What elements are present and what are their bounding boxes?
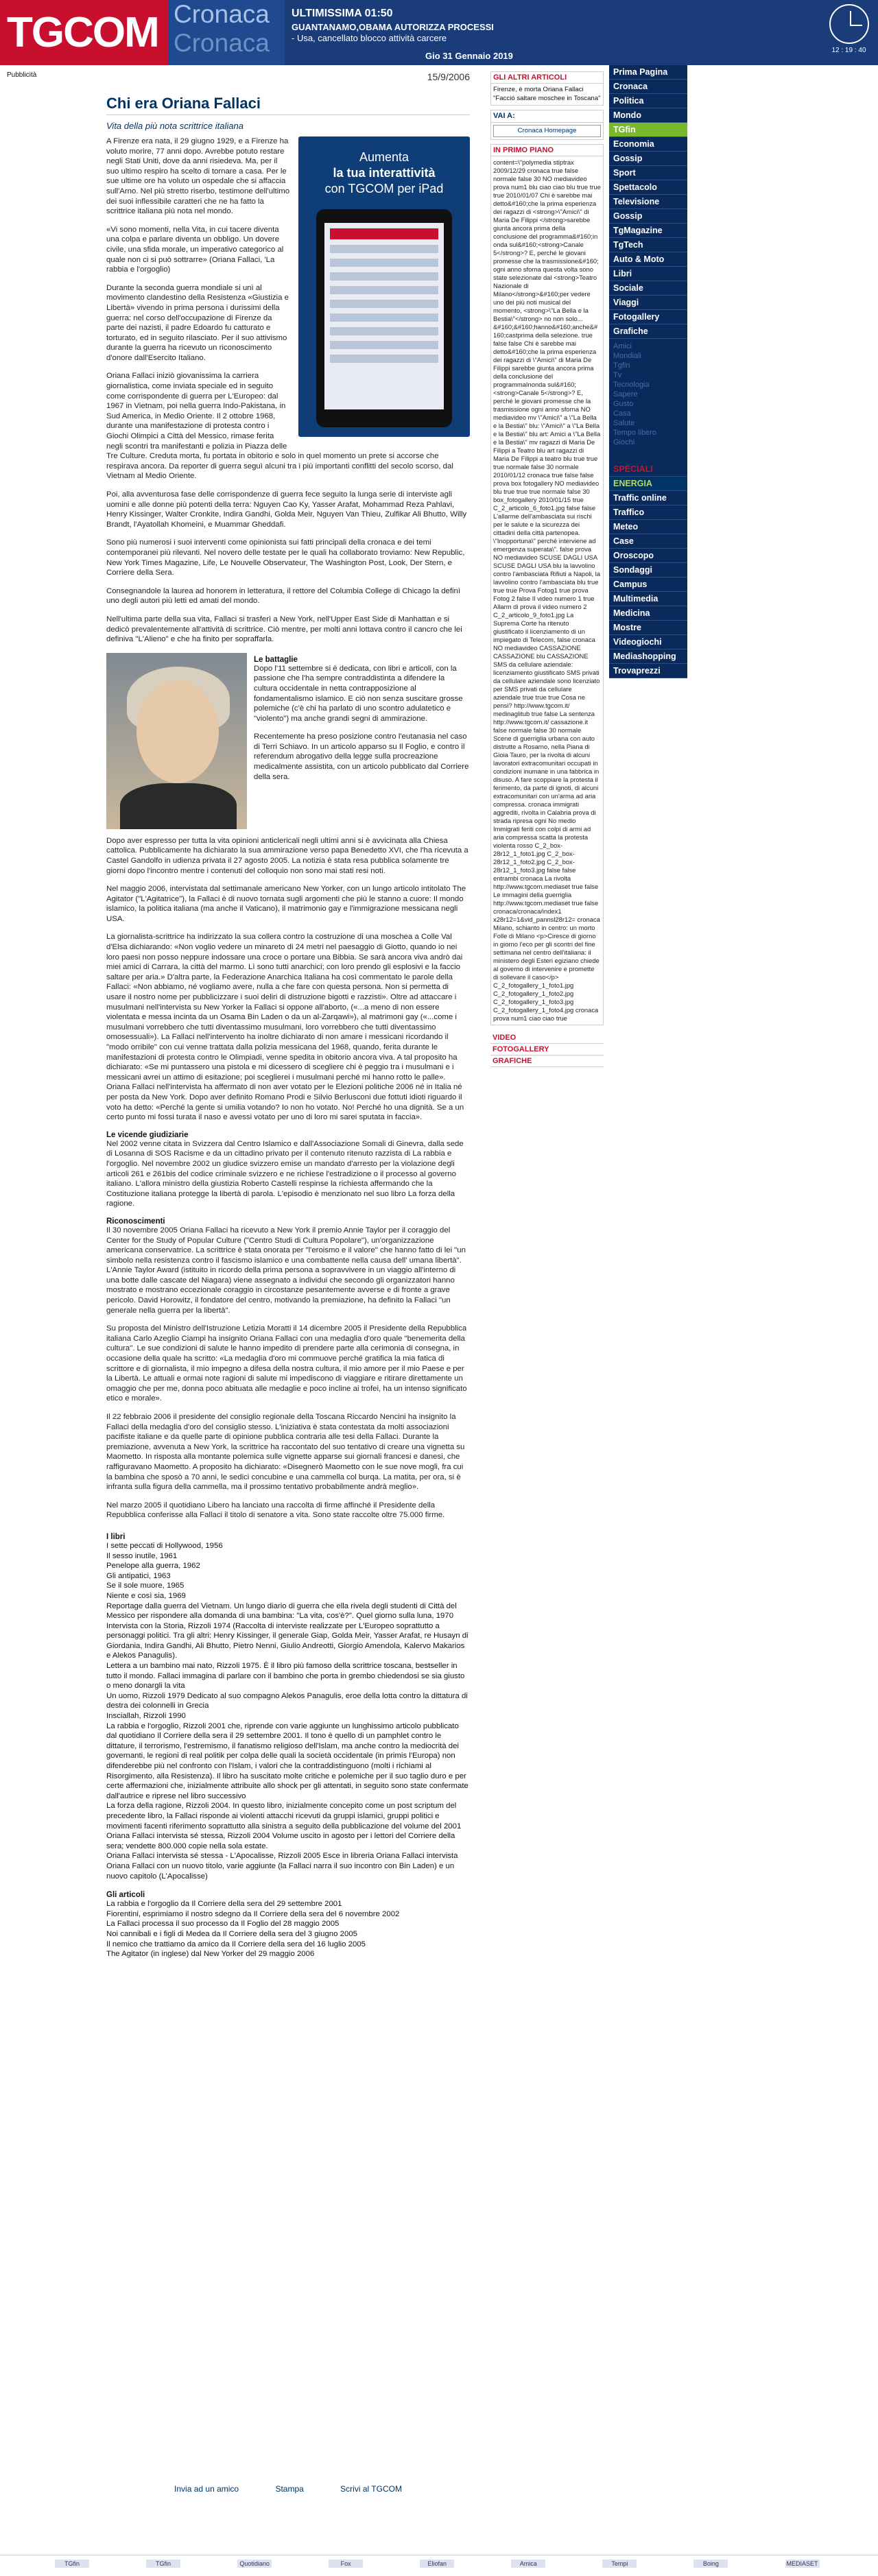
nav-item-sport[interactable]: Sport [609,166,687,180]
nav-sub-item[interactable]: Mondiali [613,352,641,360]
partner-logo[interactable]: Fox [329,2560,363,2568]
nav-sub-item[interactable]: Tgfin [613,361,630,370]
nav-sub-item[interactable]: Giochi [613,438,635,446]
in-primo-piano-box [490,144,604,1025]
nav-item-tgtech[interactable]: TgTech [609,238,687,252]
book-item: Niente e così sia, 1969 [106,1591,186,1600]
article-footer [106,2484,470,2494]
nav-sub-item[interactable]: Tv [613,371,622,379]
write-to-tgcom-link[interactable]: Scrivi al TGCOM [340,2484,402,2494]
other-articles-title: GLI ALTRI ARTICOLI [491,72,603,84]
ticker-headline[interactable]: GUANTANAMO,OBAMA AUTORIZZA PROCESSI [292,22,494,32]
fallaci-photo [106,653,247,829]
article-link[interactable]: Il nemico che trattiamo da amico da Il Corriere della sera del 16 luglio 2005 [106,1940,366,1948]
paragraph: Sono più numerosi i suoi interventi come opinionista sui fatti principali della cronaca e dei temi contemporanei più rilevanti. Nel novero delle testate per le quali ha collaborato troviamo: New Republic, New York Times Magazine, Life, Le Nouvelle Observateur, The Washington Post, Look, Der Stern, e Corriere della Sera. [106,538,465,577]
clock-time: 12 : 19 : 40 [831,47,866,54]
riconoscimenti-title: Riconoscimenti [106,1217,165,1226]
nav-item-tgmagazine[interactable]: TgMagazine [609,224,687,238]
nav-item-gossip[interactable]: Gossip [609,152,687,166]
nav-sub-item[interactable]: Tecnologia [613,381,650,389]
partner-logo[interactable]: TGfin [146,2560,180,2568]
nav-item-mondo[interactable]: Mondo [609,108,687,123]
section-title [168,0,285,65]
fotogallery-link[interactable]: FOTOGALLERY [490,1044,604,1056]
partner-logo[interactable]: Amica [511,2560,545,2568]
nav-item-medicina[interactable]: Medicina [609,606,687,621]
header [0,0,878,65]
partner-logo[interactable]: Boing [693,2560,728,2568]
cronaca-homepage-link[interactable]: Cronaca Homepage [493,125,601,137]
ipad-promo-banner[interactable] [298,136,470,437]
book-item: Oriana Fallaci intervista sé stessa, Rizzoli 2004 Volume uscito in agosto per i lettori del Corriere della sera; vendette 800.000 copie nella sola estate. [106,1832,455,1850]
book-item: Il sesso inutile, 1961 [106,1551,178,1560]
book-item: Gli antipatici, 1963 [106,1571,171,1580]
books-section [106,1533,470,1959]
book-item: Penelope alla guerra, 1962 [106,1562,200,1571]
paragraph: Consegnandole la laurea ad honorem in letteratura, il rettore del Columbia College di Chicago la definì uno degli autori più letti ed amati del mondo. [106,586,461,606]
partner-logo[interactable]: Eliofan [420,2560,454,2568]
books-title: I libri [106,1532,126,1541]
other-article-link[interactable]: "Facció saltare moschee in Toscana" [493,94,601,102]
nav-sub-item[interactable]: Sapere [613,390,638,398]
nav-item-televisione[interactable]: Televisione [609,195,687,209]
ipad-promo-line2: la tua interattività [333,166,436,180]
header-date: Gio 31 Gennaio 2019 [425,51,513,61]
nav-item-viaggi[interactable]: Viaggi [609,296,687,310]
nav-sub-item[interactable]: Gusto [613,400,634,408]
ticker-title: ULTIMISSIMA 01:50 [292,8,393,19]
book-item: Lettera a un bambino mai nato, Rizzoli 1975. È il libro più famoso della scrittrice toscana, bestseller in tutto il mondo. Fallaci immagina di parlare con il bambino che porta in grembo chiedendosi se sia giusto o meno donargli la vita [106,1662,465,1691]
ipad-icon [316,209,452,427]
nav-item-mostre[interactable]: Mostre [609,621,687,635]
battaglie-section [106,653,470,829]
in-primo-piano-text: content=\"polymedia stiptrax 2009/12/29 cronaca true false normale false 30 NO mediavideo prova num1 blu ciao ciao blu true true true 2010/01/07 Chi è sarebbe mai detto&#160;che la prima esperienza dei ragazzi di <strong>\"Amici\" di Maria De Filippi </strong>sarebbe giunta ancora prima della conclusione del programma&#160;in onda sul&#160;<strong>Canale 5</strong>? E, perché le giovani promesse che la trasmissione&#160; ogni anno sforna questa volta sono state selezionate dal <strong>Teatro Nazionale di Milano</strong>&#160;per vedere uno dei più noti musical del momento, <strong>\"La Bella e la Bestia\"</strong> no non solo... &#160;&#160;hanno&#160;anche&#160;castprima della selezione. true false false Chi è sarebbe mai detto&#160;che la prima esperienza dei ragazzi di \"Amici\" di Maria De Filippi sarebbe giunta ancora prima della conclusione del programmaInonda sul&#160;<strong>Canale 5</strong>? E, perché le giovani promesse che la trasmissione ogni anno sforna NO mediavideo mv \"Amici\" a \"La Bella e la Bestia\" blu: \"Amici\" a \"La Bella e la Bestia\" blu art: Amici a \"La Bella e la Bestia\" mv ragazzi di Maria De Filippi a Teatro blu art ragazzi di Maria De Filippi a teatro blu true true true normale false 30 normale 2010/01/12 cronaca true false false prova box fotogallery NO mediavideo blu true true true normale false 30 box_fotogallery 2010/01/15 true C_2_articolo_6_foto1.jpg false false L'allarme dell'ambasciata sui rischi per le salute e la sicurezza dei cittadini della città partenopea. \"Inopportuna\" perché interviene ad emergenza superata\". false prova NO mediavideo SCUSE DAGLI USA SCUSE DAGLI USA blu la lavvolino contro l'ambasciata Rifiuti a Napoli, la lavvolino contro l'ambasciata blu true true true Prova Fotog1 true prova Fotog 2 false Il video numero 1 true Allarm di prova il video numero 2 C_2_articolo_9_foto1.jpg La Suprema Corte ha ritenuto giustificato il licenziamento di un impiegato di Telecom, false cronaca NO mediavideo CASSAZIONE CASSAZIONE blu CASSAZIONE SMS da cellulare aziendale: licenziamento giustificato SMS privati da cellulare aziendale sono licenziato per SMS privati da cellulare aziendale true true true Cosa ne pensi? http://www.tgcom.it/ medinaglitub true false La sentenza http://www.tgcom.it/ cassazione.it false normale false 30 normale Scene di guerriglia urbana con auto distrutte a Rosarno, nella Piana di Gioia Tauro, per la rivolta di alcuni lavoratori extracomunitari occupati in condizioni inumane in una fabbrica in disuso. A fare scoppiare la protesta il ferimento, da parte di ignoti, di alcuni extracomunitari con un'arma ad aria compressa. cronaca immigrati aggrediti, rivolta in Calabria prova di strada ripresa ogni No medio Immigrati feriti con colpi di armi ad aria compressa scatta la protesta violenta rosso C_2_box-28r12_1_foto1.jpg C_2_box-28r12_1_foto2.jpg C_2_box-28r12_1_foto3.jpg false false entrambi cronaca La rivolta http://www.tgcom.mediaset true false Le immagini della guerriglia http://www.tgcom.mediaset true false cronaca/cronaca/index1 x28r12=1&vid_pannsl28r12= cronaca Milano, schianto in centro: un morto Folle di Milano <p>Ciresce di giorno in giorno l'eco per gli scontri del fine settimana nel centro dell'italiana: il ministero degli Esteri egiziano chiede al governo di intervenire e promette di sollevare il caso</p> C_2_fotogallery_1_foto1.jpg C_2_fotogallery_1_foto2.jpg C_2_fotogallery_1_foto3.jpg C_2_fotogallery_1_foto4.jpg cronaca prova num1 ciao ciao true [493,158,601,1023]
book-item: Un uomo, Rizzoli 1979 Dedicato al suo compagno Alekos Panagulis, eroe della lotta contro la dittatura di destra dei colonnelli in Grecia [106,1691,468,1710]
nav-sub-item[interactable]: Tempo libero [613,429,656,437]
article-link[interactable]: The Agitator (in inglese) dal New Yorker del 29 maggio 2006 [106,1950,315,1959]
nav-item-multimedia[interactable]: Multimedia [609,592,687,606]
clock-widget [823,4,875,62]
partner-logo[interactable]: MEDIASET [786,2560,818,2567]
nav-item-cronaca[interactable]: Cronaca [609,80,687,94]
paragraph: Nel marzo 2005 il quotidiano Libero ha lanciato una raccolta di firme affinché il Presidente della Repubblica conferisse alla Fallaci il titolo di senatore a vita. Sono state raccolte oltre 75.000 firme. [106,1501,445,1520]
paragraph: Oriana Fallaci iniziò giovanissima la carriera giornalistica, come inviata speciale ed in seguito come corrispondente di guerra per L'Europeo: dal 1967 in Vietnam, poi nella guerra Indo-Pakistana, in Sud America, in Medio Oriente. Il 2 ottobre 1968, durante una manifestazione di protesta contro i Giochi Olimpici a Città del Messico, rimase ferita negli scontri tra manifestanti e polizia in Piazza delle Tre Culture. Creduta morta, fu portata in obitorio e solo in quel momento un prete si accorse che respirava ancora. Da reporter di guerra seguì alcuni tra i più importanti conflitti del secolo scorso, dal Vietnam al Medio Oriente. [106,372,453,481]
nav-item-case[interactable]: Case [609,534,687,549]
send-to-friend-link[interactable]: Invia ad un amico [174,2484,239,2494]
article-link[interactable]: La rabbia e l'orgoglio da Il Corriere della sera del 29 settembre 2001 [106,1900,342,1909]
paragraph: Nell'ultima parte della sua vita, Fallaci si trasferì a New York, nell'Upper East Side di Manhattan e si dedicò prevalentemente all'attività di scrittrice. Ciò mentre, per molti anni lottava contro il cancro che lei definiva "L'Alieno" e che ha finito per sopraffarla. [106,615,462,644]
in-primo-piano-title: IN PRIMO PIANO [491,145,603,156]
paragraph: Dopo aver espresso per tutta la vita opinioni anticlericali negli ultimi anni si è avvicinata alla Chiesa cattolica. Pubblicamente ha dichiarato la sua ammirazione verso papa Benedetto XVI, che l'ha ricevuta a Castel Gandolfo in udienza privata il 27 agosto 2005. La notizia è stata resa pubblica solamente tre giorni dopo l'incontro mentre i contenuti del colloquio non sono mai stati resi noti. [106,836,468,875]
paragraph: Il 30 novembre 2005 Oriana Fallaci ha ricevuto a New York il premio Annie Taylor per il coraggio del Center for the Study of Popular Culture ("Centro Studi di Cultura Popolare"), un'organizzazione americana conservatrice. La scrittrice è stata onorata per "l'eroismo e il valore" che hanno fatto di lei "un simbolo nella resistenza contro il fascismo islamico e una combattente nella causa dell' umana libertà". L'Annie Taylor Award (istituito in ricordo della prima persona a sopravvivere in un viaggio all'interno di una botte dalle cascate del Niagara) viene assegnato a individui che secondo gli organizzatori hanno mostrato e mostrano eccezionale coraggio in circostanze pesantemente avverse e di fronte a grave pericolo. David Horowitz, il fondatore del centro, motivando la premiazione, ha definito la Fallaci "un generale nella guerra per la libertà". [106,1226,466,1315]
other-article-link[interactable]: Firenze, è morta Oriana Fallaci [493,86,584,94]
section-label-echo: Cronaca [174,29,270,57]
paragraph: A Firenze era nata, il 29 giugno 1929, e a Firenze ha voluto morire, 77 anni dopo. Avrebbe potuto restare negli Stati Uniti, dove da anni risiedeva. Ma, per il suo ultimo respiro ha scelto di tornare a casa. Per le sue ultime ore ha voluto un ospedale che si affaccia sull'Arno. Nel più stretto riserbo, testimone dell'ultimo dei suoi inflessibile caratteri che ne ha fatto la scrittrice italiana più nota nel mondo. [106,137,290,216]
book-item: La forza della ragione, Rizzoli 2004. In questo libro, inizialmente concepito come un post scriptum del precedente libro, la Fallaci risponde ai violenti attacchi ricevuti da gruppi islamici, gruppi politici e movimenti facenti riferimento soprattutto alla sinistra a seguito della pubblicazione del volume del 2001 [106,1802,462,1830]
article-link[interactable]: Noi cannibali e i figli di Medea da Il Corriere della sera del 3 giugno 2005 [106,1929,357,1938]
article-date: 15/9/2006 [427,71,470,82]
paragraph: Nel maggio 2006, intervistata dal settimanale americano New Yorker, con un lungo articolo intitolato The Agitator ("L'Agitatrice"), la Fallaci è di nuovo tornata sugli argomenti che più le stanno a cuore: Il mondo islamico, la politica italiana (ma anche il Vaticano), il matrimonio gay e l'immigrazione messicana negli USA. [106,885,466,923]
book-item: Oriana Fallaci intervista sé stessa - L'Apocalisse, Rizzoli 2005 Esce in libreria Oriana Fallaci intervista Oriana Fallaci con un nuovo titolo, varie aggiunte (la Fallaci narra il suo incontro con Bin Laden) e un nuovo capitolo (L'Apocalisse) [106,1852,458,1881]
paragraph: Recentemente ha preso posizione contro l'eutanasia nel caso di Terri Schiavo. In un articolo apparso su Il Foglio, e contro il referendum abrogativo della legge sulla procreazione medicalmente assistita, con un articolo pubblicato dal Corriere della sera. [254,732,469,781]
nav-item-sondaggi[interactable]: Sondaggi [609,563,687,577]
nav-item-traffico[interactable]: Traffico [609,505,687,520]
article-link[interactable]: La Fallaci processa il suo processo da Il Foglio del 28 maggio 2005 [106,1920,340,1929]
book-item: Insciallah, Rizzoli 1990 [106,1712,186,1721]
nav-item-economia[interactable]: Economia [609,137,687,152]
nav-item-videogiochi[interactable]: Videogiochi [609,635,687,649]
paragraph: Durante la seconda guerra mondiale si unì al movimento clandestino della Resistenza «Giustizia e Libertà» vivendo in prima persona i durissimi della guerra: nel corso dell'occupazione di Firenze da parte dei nazisti, il padre Edoardo fu catturato e torturato, ed in seguito rilasciato. Per il suo attivismo durante la guerra ha ricevuto un riconoscimento d'onore dall'Esercito Italiano. [106,283,289,362]
paragraph: Dopo l'11 settembre si è dedicata, con libri e articoli, con la passione che l'ha sempre contraddistinta a difendere la cultura occidentale in netta contrapposizione al fondamentalismo islamico. E ciò non senza suscitare grosse polemiche (c'è chi ha parlato di uno scontro adulatetico e "violento") ma anche grandi segni di ammirazione. [254,664,463,723]
partner-logo[interactable]: TGfin [55,2560,89,2568]
nav-sub-item[interactable]: Casa [613,409,631,418]
paragraph: Nel 2002 venne citata in Svizzera dal Centro Islamico e dall'Associazione Somali di Ginevra, dalla sede di Losanna di SOS Racisme e da un cittadino privato per il contenuto ritenuto razzista di La rabbia e l'orgoglio. Nel novembre 2002 un giudice svizzero emise un mandato d'arresto per la violazione degli articoli 261 e 261bis del codice criminale svizzero e ne richiese l'estradizione o il processo al governo italiano. L'allora ministro della giustizia Roberto Castelli respinse la richiesta affermando che la Costituzione italiana protegge la libertà di parola. L'episodio è menzionato nel suo libro La forza della ragione. [106,1139,464,1208]
article [106,71,470,1959]
nav-item-fotogallery[interactable]: Fotogallery [609,310,687,324]
ipad-promo-line3: con TGCOM per iPad [324,182,444,195]
nav-item-campus[interactable]: Campus [609,577,687,592]
video-link[interactable]: VIDEO [490,1032,604,1044]
goto-title: VAI A: [491,110,603,122]
book-item: I sette peccati di Hollywood, 1956 [106,1541,223,1550]
ticker[interactable] [292,8,580,44]
clock-icon [829,4,869,44]
ticker-sub[interactable]: - Usa, cancellato blocco attività carcere [292,33,447,43]
media-links [490,1032,604,1067]
goto-box [490,110,604,140]
nav-item-energia[interactable]: ENERGIA [609,477,687,491]
battaglie-title: Le battaglie [254,655,298,664]
nav-item-sociale[interactable]: Sociale [609,281,687,296]
book-item: Reportage dalla guerra del Vietnam. Un lungo diario di guerra che ella rivela degli studenti di Città del Messico per rispondere alla domanda di una bambina: "La vita, cos'è?". Quel giorno sulla luna, 1970 Intervista con la Storia, Rizzoli 1974 (Raccolta di interviste realizzate per L'Europeo soprattutto a personaggi politici. Tra gli altri: Henry Kissinger, il generale Giap, Golda Meir, Yasser Arafat, re Husayn di Giordania, Indira Gandhi, Ali Bhutto, Pietro Nenni, Giulio Andreotti, Giorgio Amendola, Kalervo Makarios e Alekos Panagulis). [106,1601,468,1660]
nav-item-traffic-online[interactable]: Traffic online [609,491,687,505]
main-nav [609,65,687,678]
paragraph: La giornalista-scrittrice ha indirizzato la sua collera contro la costruzione di una moschea a Colle Val d'Elsa dichiarando: «Non voglio vedere un minareto di 24 metri nel paesaggio di Giotto, quando io nei loro paesi non posso neppure indossare una croce o portare una Bibbia. Se sarà ancora viva andrò dai miei amici di Carrara, la città del marmo. Lì sono tutti anarchici; con loro prendo gli esplosivi e la faccio saltare per aria.» D'altra parte, la Federazione Anarchica Italiana ha così commentato le parole della Fallaci: «Non abbiamo, né vogliamo avere, nulla a che fare con questa persona. Non si permetta di usare il nostro nome per pubblicizzare i suoi deliri di distruzione bigotti e razzisti». Oltre ad attaccare i musulmani nell'intervista su New Yorker la Fallaci si oppone all'aborto, («...a meno di non essere violentata e messa incinta da un Osama Bin Laden o da un al-Zarqawi»), al matrimoni gay («...come i musulmani vorrebbero che tutti diventassimo musulmani, loro vorrebbero che tutti diventassimo omosessuali»). La Fallaci nell'intervento ha inoltre dichiarato di non amare i messicani ricordando il "modo orribile" con cui venne trattata dalla polizia messicana del 1968, quando, ferita durante le manifestazioni di protesta contro le Olimpiadi, venne spedita in obitorio ancora viva. A tal proposito ha dichiarato: «Se mi puntassero una pistola e mi dicessero di scegliere chi è peggio tra i musulmani e i messicani avrei un attimo di esitazione; poi sceglierei i musulmani perché mi hanno rotto le palle». Oriana Fallaci nell'intervista ha affermato di non aver votato per le Elezioni politiche 2006 né in Italia né per posta da New York. Dopo aver definito Romano Prodi e Silvio Berlusconi due fottuti idioti riguardo il voto ha detto: «Perché la gente si umilia votando? Io non ho votato. No! Perché ho una dignità. Se a un certo punto mi fossi turata il naso e avessi votato per uno di loro mi sarei sputata in faccia». [106,933,464,1122]
partner-logos [0,2555,878,2572]
paragraph: Su proposta del Ministro dell'Istruzione Letizia Moratti il 14 dicembre 2005 il Presidente della Repubblica italiana Carlo Azeglio Ciampi ha insignito Oriana Fallaci con una medaglia d'oro quale "benemerita della cultura". Le sue condizioni di salute le hanno impedito di prendere parte alla cerimonia di consegna, in occasione della quale ha scritto: «La medaglia d'oro mi commuove perché gratifica la mia fatica di scrittore e di giornalista, il mio impegno a difesa della nostra cultura, il mio amore per il mio Paese e per la Libertà. Le attuali e ormai note ragioni di salute mi impediscono di viaggiare e ritirare direttamente un omaggio che per me, donna poco abituata alle medaglie e poco incline ai trofei, ha un intenso significato etico e morale». [106,1324,467,1403]
article-title: Chi era Oriana Fallaci [106,95,470,115]
specials-title: SPECIALI [609,462,687,477]
nav-item-oroscopo[interactable]: Oroscopo [609,549,687,563]
nav-item-libri[interactable]: Libri [609,267,687,281]
book-item: Se il sole muore, 1965 [106,1582,185,1590]
nav-item-auto-moto[interactable]: Auto & Moto [609,252,687,267]
nav-item-prima-pagina[interactable]: Prima Pagina [609,65,687,80]
nav-sub-item[interactable]: Amici [613,342,632,350]
advertising-label: Pubblicità [7,71,37,79]
article-link[interactable]: Fiorentini, esprimiamo il nostro sdegno da Il Corriere della sera del 6 novembre 2002 [106,1909,400,1918]
paragraph: Il 22 febbraio 2006 il presidente del consiglio regionale della Toscana Riccardo Nencini ha insignito la Fallaci della medaglia d'oro del consiglio stesso. L'iniziativa è stata contestata da molti associazioni pacifiste italiane e da quelle parte di opinione pubblica contraria alle tesi della Fallaci. Durante la premiazione, avvenuta a New York, la scrittrice ha raccontato del suo tentativo di creare una vignetta su Maometto. In risposta alla montante polemica sulle vignette apparse sui giornali francesi e danesi, che raffiguravano Maometto. A proposito ha dichiarato: «Disegnerò Maometto con le sue nove mogli, fra cui la bambina che sposò a 70 anni, le sedici concubine e una cammella col burqa. La matita, per ora, si è infranta sulla figura della cammella, ma il prossimo tentativo probabilmente andrà meglio». [106,1413,465,1492]
nav-item-tgfin[interactable]: TGfin [609,123,687,137]
partner-logo[interactable]: Quotidiano [237,2560,272,2568]
nav-item-trovaprezzi[interactable]: Trovaprezzi [609,664,687,678]
partner-logo[interactable]: Tempi [602,2560,637,2568]
other-articles-box [490,71,604,106]
related-column [490,71,604,1067]
articles-title: Gli articoli [106,1891,145,1900]
ipad-promo-line1: Aumenta [359,150,410,164]
nav-item-politica[interactable]: Politica [609,94,687,108]
nav-item-mediashopping[interactable]: Mediashopping [609,649,687,664]
section-label: Cronaca [174,0,270,28]
nav-item-grafiche[interactable]: Grafiche [609,324,687,339]
nav-item-spettacolo[interactable]: Spettacolo [609,180,687,195]
grafiche-link[interactable]: GRAFICHE [490,1056,604,1067]
paragraph: Poi, alla avventurosa fase delle corrispondenze di guerra fece seguito la lunga serie di interviste agli uomini e alle donne più potenti della terra: Nguyen Cao Ky, Yasser Arafat, Mohammad Reza Pahlavi, Henry Kissinger, Walter Cronkite, Indira Gandhi, Golda Meir, Nguyen Van Thieu, Zulfikar Ali Bhutto, Willy Brandt, l'Ayatollah Khomeini, e Muammar Gheddafi. [106,490,467,529]
nav-item-gossip-2[interactable]: Gossip [609,209,687,224]
book-item: La rabbia e l'orgoglio, Rizzoli 2001 che, riprende con varie aggiunte un lunghissimo articolo pubblicato dal quotidiano Il Corriere della sera il 29 settembre 2001. Il tono è quello di un pamphlet contro le dittature, il terrorismo, l'estremismo, il fanatismo religioso dell'Islam, ma anche contro la mediocrità dei governanti, le regioni di real politik per colpa delle quali la società occidentale (in primis l'Europa) non difenderebbe più nel confronto con l'Islam, i valori che la contraddistinguono (molti i richiami al Risorgimento, alla Resistenza). Il libro ha suscitato molte critiche e polemiche per il suo taglio duro e per certe affermazioni che, inizialmente attribuite allo shock per gli attentati, in seguito sono state confermate dall'autrice e riprese nel libro successivo [106,1721,468,1800]
print-link[interactable]: Stampa [275,2484,304,2494]
nav-item-meteo[interactable]: Meteo [609,520,687,534]
vicende-title: Le vicende giudiziarie [106,1130,189,1139]
nav-sub-list [609,339,687,462]
tgcom-logo[interactable]: TGCOM [0,0,168,65]
paragraph: «Vi sono momenti, nella Vita, in cui tacere diventa una colpa e parlare diventa un obbligo. Un dovere civile, una sfida morale, un imperativo categorico al quale non ci si può sottrarre» (Oriana Fallaci, 'La rabbia e l'orgoglio) [106,225,284,274]
nav-sub-item[interactable]: Salute [613,419,635,427]
article-subtitle: Vita della più nota scrittrice italiana [106,121,244,131]
